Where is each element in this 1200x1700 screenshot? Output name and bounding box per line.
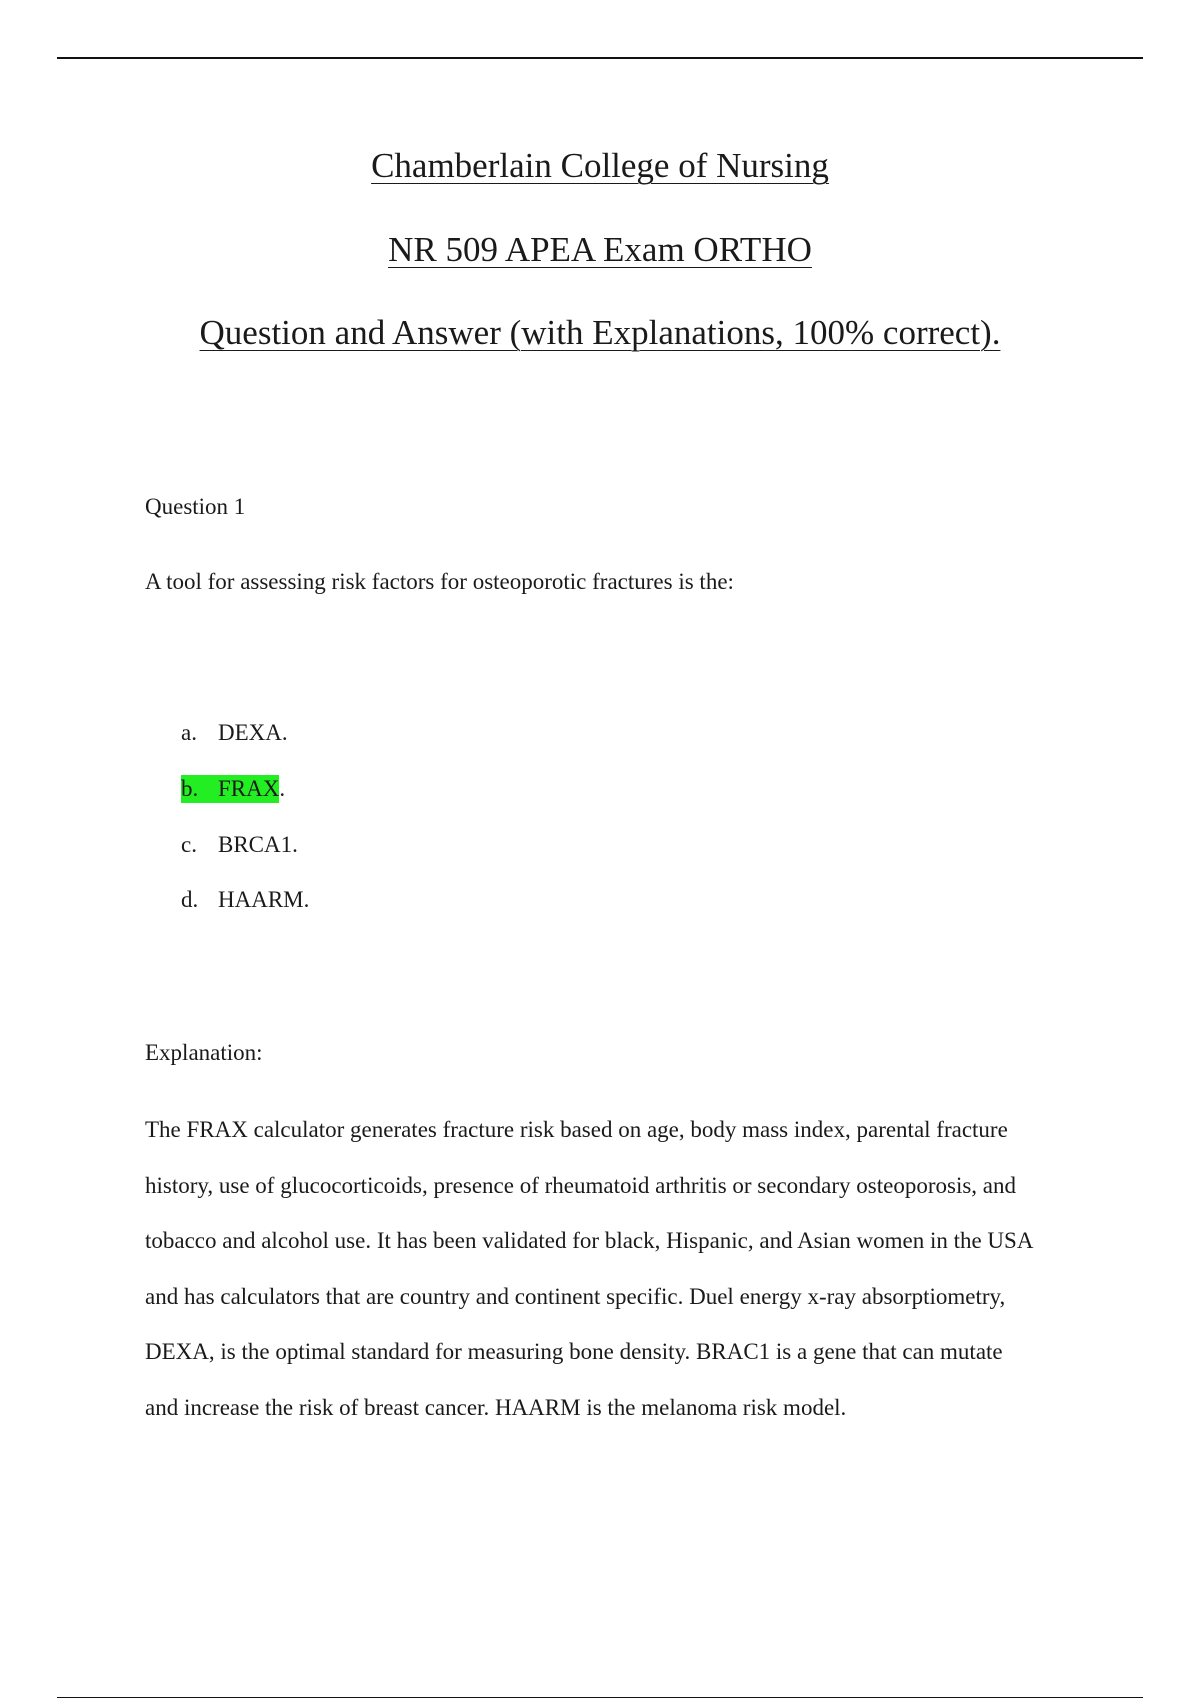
option-b-correct bbox=[181, 775, 285, 803]
option-text: HAARM. bbox=[218, 887, 310, 912]
explanation-line: and has calculators that are country and continent specific. Duel energy x-ray absorptiometry, bbox=[145, 1284, 1006, 1309]
option-d bbox=[181, 886, 309, 914]
explanation-line: tobacco and alcohol use. It has been validated for black, Hispanic, and Asian women in the USA bbox=[145, 1228, 1034, 1253]
answer-highlight bbox=[181, 775, 279, 803]
title-line-1 bbox=[0, 146, 1200, 186]
title-line-2 bbox=[0, 230, 1200, 270]
option-c bbox=[181, 831, 298, 859]
option-letter: b. bbox=[181, 776, 199, 801]
question-prompt: A tool for assessing risk factors for osteoporotic fractures is the: bbox=[145, 569, 734, 594]
question-label: Question 1 bbox=[145, 494, 246, 519]
explanation-line: and increase the risk of breast cancer. HAARM is the melanoma risk model. bbox=[145, 1395, 847, 1420]
option-text: DEXA. bbox=[218, 720, 288, 745]
title-subtitle: Question and Answer (with Explanations, 100% correct). bbox=[199, 313, 1001, 352]
bottom-rule bbox=[57, 1697, 1143, 1698]
explanation-label: Explanation: bbox=[145, 1040, 263, 1065]
title-exam: NR 509 APEA Exam ORTHO bbox=[388, 230, 812, 269]
option-letter: d. bbox=[181, 887, 199, 912]
title-line-3 bbox=[0, 313, 1200, 353]
option-text: FRAX bbox=[218, 776, 280, 801]
title-college: Chamberlain College of Nursing bbox=[371, 146, 829, 185]
option-letter: a. bbox=[181, 720, 197, 745]
explanation-line: history, use of glucocorticoids, presence of rheumatoid arthritis or secondary osteoporosis, and bbox=[145, 1173, 1017, 1198]
option-a bbox=[181, 719, 288, 747]
option-suffix: . bbox=[279, 776, 286, 801]
explanation-line: The FRAX calculator generates fracture risk based on age, body mass index, parental fracture bbox=[145, 1117, 1008, 1142]
explanation-line: DEXA, is the optimal standard for measuring bone density. BRAC1 is a gene that can mutate bbox=[145, 1339, 1003, 1364]
option-letter: c. bbox=[181, 832, 197, 857]
top-rule bbox=[57, 57, 1143, 59]
option-text: BRCA1. bbox=[218, 832, 298, 857]
